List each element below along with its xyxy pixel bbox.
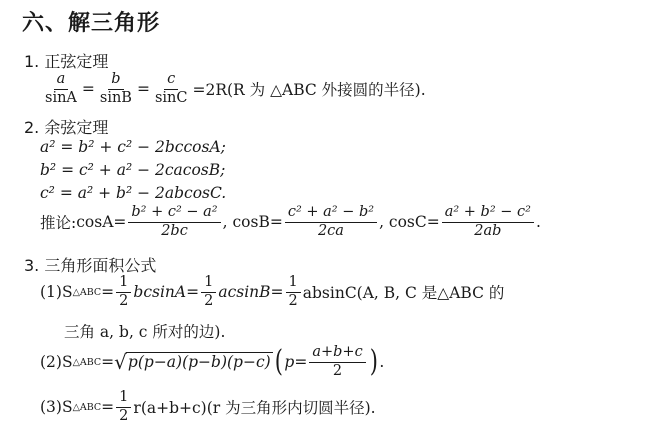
equals-sign: = bbox=[101, 353, 115, 372]
fraction-half bbox=[286, 275, 301, 310]
fraction-numerator: c bbox=[164, 72, 178, 90]
fraction-cosA bbox=[128, 205, 220, 240]
fraction-denominator: sinA bbox=[45, 89, 77, 106]
term-acsinB: acsinB= bbox=[218, 283, 284, 302]
cosC-label: , cosC= bbox=[379, 213, 440, 232]
cosA-label: cosA= bbox=[76, 213, 127, 232]
law-of-sines-rhs: =2R(R 为 △ABC 外接圆的半径). bbox=[192, 81, 426, 100]
cosine-line-c: c² = a² + b² − 2abcosC. bbox=[40, 184, 227, 202]
item-subscript: △ABC bbox=[72, 286, 102, 298]
item-subscript: △ABC bbox=[72, 356, 102, 368]
fraction-denominator: 2ab bbox=[474, 222, 502, 239]
fraction-numerator: 1 bbox=[116, 275, 131, 293]
fraction-numerator: a+b+c bbox=[309, 345, 365, 363]
radical-icon: √ bbox=[114, 350, 127, 375]
area-formula-3 bbox=[40, 390, 376, 425]
fraction-numerator: a bbox=[54, 72, 69, 90]
fraction-a-sinA bbox=[42, 72, 80, 107]
fraction-cosC bbox=[442, 205, 534, 240]
cosine-corollary bbox=[40, 205, 541, 240]
equals-sign: = bbox=[81, 80, 95, 99]
fraction-numerator: 1 bbox=[116, 390, 131, 408]
square-root bbox=[114, 350, 273, 375]
right-paren-icon: ) bbox=[369, 344, 378, 380]
fraction-half bbox=[116, 390, 131, 425]
cosB-label: , cosB= bbox=[222, 213, 283, 232]
equals-sign: = bbox=[101, 283, 115, 302]
item-lead: (3)S bbox=[40, 398, 73, 417]
cosine-line-b: b² = c² + a² − 2cacosB; bbox=[40, 161, 226, 179]
radicand: p(p−a)(p−b)(p−c) bbox=[127, 353, 271, 372]
fraction-numerator: 1 bbox=[201, 275, 216, 293]
fraction-numerator: b bbox=[108, 72, 123, 90]
fraction-b-sinB bbox=[97, 72, 135, 107]
left-paren-icon: ( bbox=[274, 344, 283, 380]
fraction-denominator: sinC bbox=[154, 89, 188, 106]
heading-law-of-cosines: 2. 余弦定理 bbox=[24, 118, 109, 137]
fraction-denominator: 2 bbox=[332, 362, 343, 379]
item-end: . bbox=[379, 353, 385, 372]
term-absinC: absinC(A, B, C 是△ABC 的 bbox=[302, 284, 505, 303]
fraction-semiperimeter bbox=[309, 345, 365, 380]
fraction-denominator: 2 bbox=[119, 292, 129, 309]
fraction-c-sinC bbox=[152, 72, 191, 107]
fraction-denominator: sinB bbox=[99, 89, 132, 106]
fraction-denominator: 2bc bbox=[161, 222, 188, 239]
item-subscript: △ABC bbox=[72, 401, 102, 413]
fraction-half bbox=[201, 275, 216, 310]
equals-sign: = bbox=[101, 398, 115, 417]
law-of-sines-formula bbox=[40, 72, 426, 107]
fraction-denominator: 2 bbox=[204, 292, 214, 309]
item-lead: (1)S bbox=[40, 283, 73, 302]
area-formula-2 bbox=[40, 345, 384, 380]
equals-sign: = bbox=[136, 80, 150, 99]
item-lead: (2)S bbox=[40, 353, 73, 372]
fraction-numerator: a² + b² − c² bbox=[442, 205, 534, 223]
fraction-denominator: 2ca bbox=[317, 222, 344, 239]
area-formula-1-continued: 三角 a, b, c 所对的边). bbox=[64, 323, 226, 341]
term-bcsinA: bcsinA= bbox=[133, 283, 200, 302]
term-inradius: r(a+b+c)(r 为三角形内切圆半径). bbox=[133, 399, 376, 418]
fraction-cosB bbox=[285, 205, 377, 240]
heading-area-formulas: 3. 三角形面积公式 bbox=[24, 256, 157, 275]
fraction-denominator: 2 bbox=[288, 292, 298, 309]
fraction-denominator: 2 bbox=[119, 407, 129, 424]
semiperimeter-label: p= bbox=[284, 353, 308, 372]
section-title: 六、解三角形 bbox=[22, 11, 161, 36]
fraction-numerator: c² + a² − b² bbox=[285, 205, 377, 223]
corollary-label: 推论: bbox=[40, 214, 77, 233]
fraction-numerator: 1 bbox=[286, 275, 301, 293]
fraction-half bbox=[116, 275, 131, 310]
heading-law-of-sines: 1. 正弦定理 bbox=[24, 52, 109, 71]
cosine-line-a: a² = b² + c² − 2bccosA; bbox=[40, 138, 226, 156]
area-formula-1 bbox=[40, 275, 504, 310]
fraction-numerator: b² + c² − a² bbox=[128, 205, 220, 223]
corollary-end: . bbox=[535, 213, 541, 232]
